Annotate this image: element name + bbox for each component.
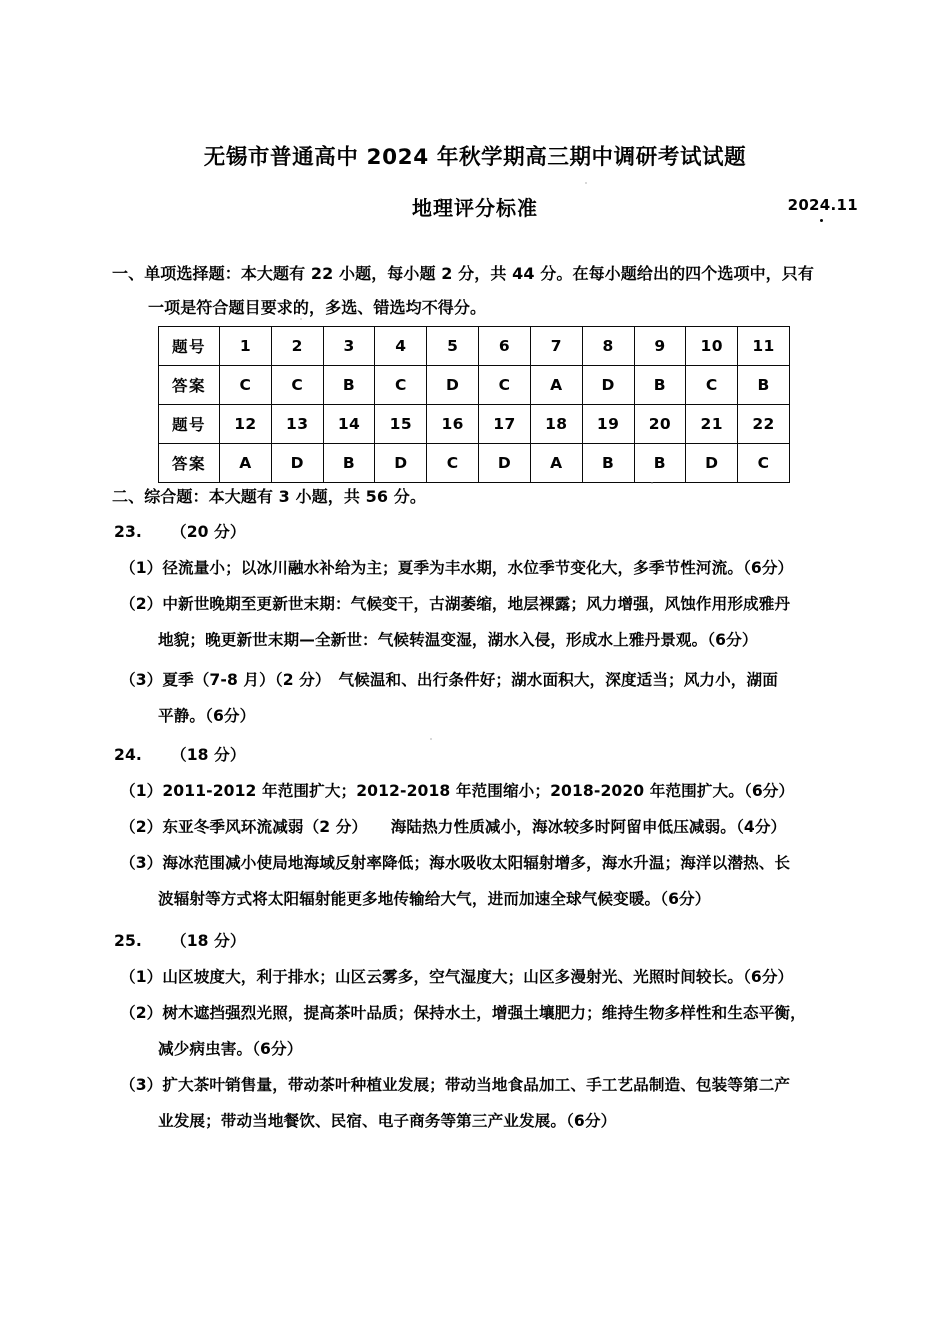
question-number-cell: 11: [738, 327, 790, 366]
section-two-heading: 二、综合题：本大题有 3 小题，共 56 分。: [112, 487, 426, 506]
section-one-heading-line1: 一、单项选择题：本大题有 22 小题，每小题 2 分，共 44 分。在每小题给出的四个选项中，只有: [112, 264, 814, 283]
answer-cell: A: [220, 444, 272, 483]
question-25-part-3-line-1: （3）扩大茶叶销售量，带动茶叶种植业发展；带动当地食品加工、手工艺品制造、包装等第二产: [120, 1076, 791, 1094]
answer-cell: B: [634, 366, 686, 405]
answer-cell: C: [427, 444, 479, 483]
row-label-question: 题号: [159, 405, 220, 444]
answer-cell: A: [530, 366, 582, 405]
table-row: [159, 327, 790, 366]
answer-cell: C: [738, 444, 790, 483]
scan-speck: [430, 738, 432, 740]
row-label-question: 题号: [159, 327, 220, 366]
section-one-heading-line2: 一项是符合题目要求的，多选、错选均不得分。: [148, 298, 487, 317]
question-24-part-3-line-2: 波辐射等方式将太阳辐射能更多地传输给大气，进而加速全球气候变暖。（6分）: [158, 890, 711, 908]
question-23-part-1: （1）径流量小；以冰川融水补给为主；夏季为丰水期，水位季节变化大，多季节性河流。（6分）: [120, 559, 794, 577]
question-number: 25.: [114, 932, 142, 950]
question-25-part-1: （1）山区坡度大，利于排水；山区云雾多，空气湿度大；山区多漫射光、光照时间较长。（6分）: [120, 968, 794, 986]
answer-cell: B: [582, 444, 634, 483]
answer-cell: B: [323, 444, 375, 483]
answer-cell: D: [686, 444, 738, 483]
answer-cell: D: [582, 366, 634, 405]
question-number-cell: 18: [530, 405, 582, 444]
answer-cell: B: [738, 366, 790, 405]
question-25-part-2-line-1: （2）树木遮挡强烈光照，提高茶叶品质；保持水土，增强土壤肥力；维持生物多样性和生态平衡，: [120, 1004, 806, 1022]
scan-artifact-dot: [820, 219, 823, 222]
question-number-cell: 1: [220, 327, 272, 366]
answer-cell: D: [271, 444, 323, 483]
question-score: （18 分）: [171, 932, 246, 950]
question-number-cell: 9: [634, 327, 686, 366]
question-number-cell: 15: [375, 405, 427, 444]
answer-cell: C: [220, 366, 272, 405]
scan-speck: [300, 318, 302, 320]
question-number-cell: 13: [271, 405, 323, 444]
scan-speck: [651, 482, 653, 484]
answer-cell: C: [686, 366, 738, 405]
question-score: （20 分）: [171, 523, 246, 541]
question-score: （18 分）: [171, 746, 246, 764]
question-number-cell: 7: [530, 327, 582, 366]
question-number-cell: 19: [582, 405, 634, 444]
question-23-number: [114, 525, 246, 541]
table-row: [159, 366, 790, 405]
question-number-cell: 3: [323, 327, 375, 366]
scan-speck: [585, 182, 587, 184]
document-date: 2024.11: [787, 196, 858, 214]
question-number: 24.: [114, 746, 142, 764]
question-number-cell: 21: [686, 405, 738, 444]
answer-cell: A: [530, 444, 582, 483]
row-label-answer: 答案: [159, 444, 220, 483]
answer-cell: B: [634, 444, 686, 483]
question-24-part-2: （2）东亚冬季风环流减弱（2 分） 海陆热力性质减小，海冰较多时阿留申低压减弱。（4分）: [120, 818, 787, 836]
document-subtitle: 地理评分标准: [412, 196, 538, 220]
question-number-cell: 8: [582, 327, 634, 366]
row-label-answer: 答案: [159, 366, 220, 405]
question-23-part-2-line-2: 地貌；晚更新世末期—全新世：气候转温变湿，湖水入侵，形成水上雅丹景观。（6分）: [158, 631, 758, 649]
question-number: 23.: [114, 523, 142, 541]
document-title: 无锡市普通高中 2024 年秋学期高三期中调研考试试题: [203, 145, 747, 170]
answer-cell: C: [375, 366, 427, 405]
question-23-part-2-line-1: （2）中新世晚期至更新世末期：气候变干，古湖萎缩，地层裸露；风力增强，风蚀作用形成雅丹: [120, 595, 791, 613]
question-number-cell: 2: [271, 327, 323, 366]
table-row: [159, 405, 790, 444]
answer-cell: B: [323, 366, 375, 405]
question-number-cell: 22: [738, 405, 790, 444]
question-24-part-3-line-1: （3）海冰范围减小使局地海域反射率降低；海水吸收太阳辐射增多，海水升温；海洋以潜热、长: [120, 854, 791, 872]
answer-cell: D: [427, 366, 479, 405]
question-number-cell: 10: [686, 327, 738, 366]
answer-cell: C: [271, 366, 323, 405]
answer-key-table: [158, 326, 790, 483]
table-row: [159, 444, 790, 483]
question-number-cell: 17: [479, 405, 531, 444]
question-number-cell: 4: [375, 327, 427, 366]
answer-cell: C: [479, 366, 531, 405]
question-24-part-1: （1）2011-2012 年范围扩大；2012-2018 年范围缩小；2018-2020 年范围扩大。（6分）: [120, 782, 795, 800]
question-25-number: [114, 934, 246, 950]
question-25-part-2-line-2: 减少病虫害。（6分）: [158, 1040, 303, 1058]
question-number-cell: 12: [220, 405, 272, 444]
question-23-part-3-line-1: （3）夏季（7-8 月）（2 分） 气候温和、出行条件好；湖水面积大，深度适当；风力小，湖面: [120, 671, 778, 689]
question-number-cell: 6: [479, 327, 531, 366]
answer-cell: D: [375, 444, 427, 483]
question-number-cell: 14: [323, 405, 375, 444]
question-23-part-3-line-2: 平静。（6分）: [158, 707, 256, 725]
question-number-cell: 5: [427, 327, 479, 366]
question-number-cell: 16: [427, 405, 479, 444]
question-25-part-3-line-2: 业发展；带动当地餐饮、民宿、电子商务等第三产业发展。（6分）: [158, 1112, 617, 1130]
question-number-cell: 20: [634, 405, 686, 444]
answer-cell: D: [479, 444, 531, 483]
question-24-number: [114, 748, 246, 764]
